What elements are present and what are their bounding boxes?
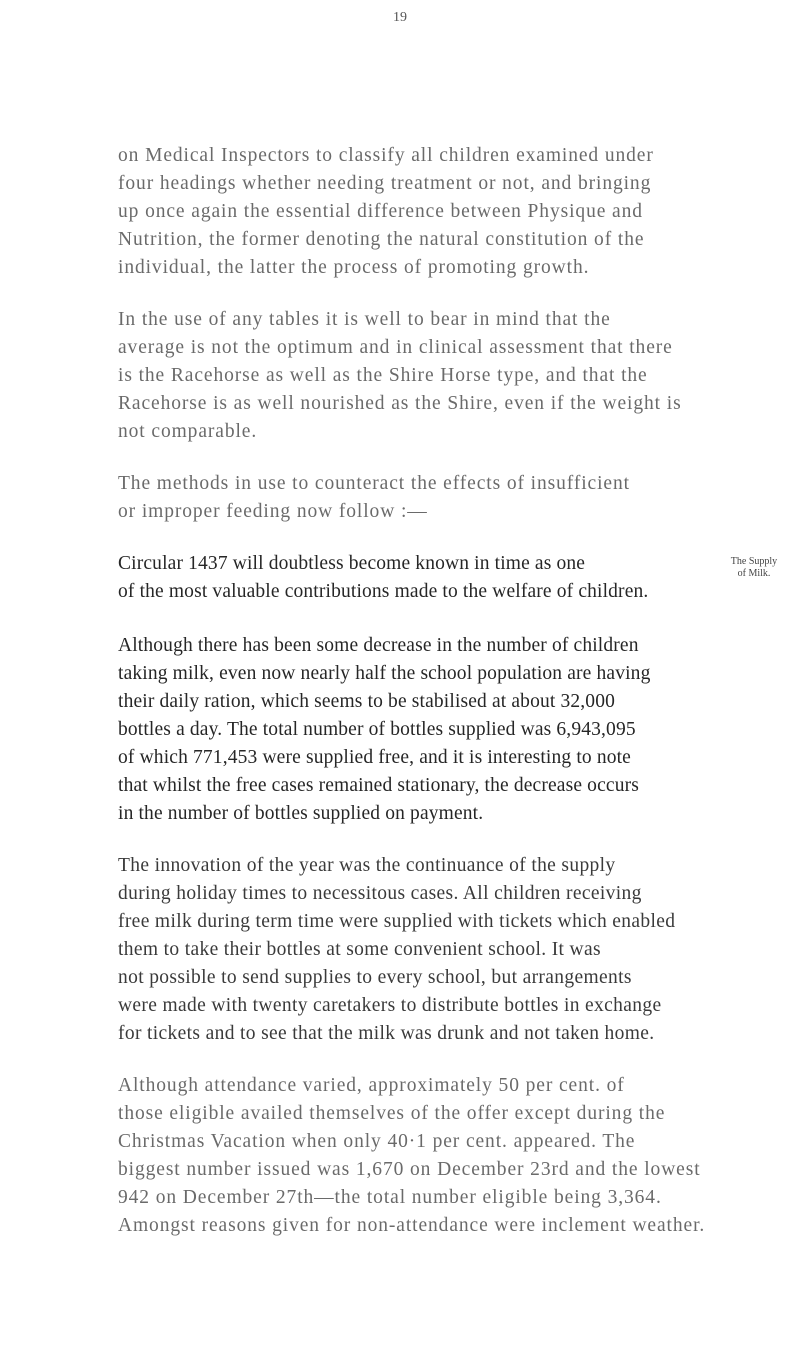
text-line: during holiday times to necessitous cases. All children receiving	[118, 883, 642, 904]
text-line: taking milk, even now nearly half the school population are having	[118, 663, 651, 684]
text-line: Amongst reasons given for non-attendance were inclement weather.	[118, 1215, 706, 1236]
text-line: of the most valuable contributions made to the welfare of children.	[118, 581, 649, 602]
text-line: Nutrition, the former denoting the natural constitution of the	[118, 229, 645, 250]
text-line: biggest number issued was 1,670 on December 23rd and the lowest	[118, 1159, 701, 1180]
text-line: free milk during term time were supplied with tickets which enabled	[118, 911, 676, 932]
text-line: or improper feeding now follow :—	[118, 501, 428, 522]
text-line: their daily ration, which seems to be stabilised at about 32,000	[118, 691, 615, 712]
text-line: Racehorse is as well nourished as the Shire, even if the weight is	[118, 393, 682, 414]
text-line: those eligible availed themselves of the offer except during the	[118, 1103, 666, 1124]
text-line: individual, the latter the process of promoting growth.	[118, 257, 590, 278]
text-line: for tickets and to see that the milk was drunk and not taken home.	[118, 1023, 655, 1044]
margin-note-line: of Milk.	[737, 568, 771, 579]
text-line: is the Racehorse as well as the Shire Horse type, and that the	[118, 365, 648, 386]
text-line: Although there has been some decrease in the number of children	[118, 635, 639, 656]
text-line: in the number of bottles supplied on payment.	[118, 803, 484, 824]
text-line: four headings whether needing treatment or not, and bringing	[118, 173, 652, 194]
page-number: 19	[393, 10, 407, 25]
text-line: bottles a day. The total number of bottles supplied was 6,943,095	[118, 719, 636, 740]
text-line: The innovation of the year was the continuance of the supply	[118, 855, 616, 876]
text-line: not comparable.	[118, 421, 258, 442]
text-line: In the use of any tables it is well to bear in mind that the	[118, 309, 611, 330]
text-line: were made with twenty caretakers to distribute bottles in exchange	[118, 995, 662, 1016]
text-line: up once again the essential difference between Physique and	[118, 201, 643, 222]
text-line: that whilst the free cases remained stationary, the decrease occurs	[118, 775, 639, 796]
text-line: not possible to send supplies to every school, but arrangements	[118, 967, 632, 988]
text-line: of which 771,453 were supplied free, and it is interesting to note	[118, 747, 631, 768]
text-line: them to take their bottles at some convenient school. It was	[118, 939, 601, 960]
text-line: Circular 1437 will doubtless become known in time as one	[118, 553, 586, 574]
text-line: average is not the optimum and in clinical assessment that there	[118, 337, 673, 358]
text-line: on Medical Inspectors to classify all children examined under	[118, 145, 654, 166]
text-line: 942 on December 27th—the total number eligible being 3,364.	[118, 1187, 662, 1208]
margin-note-line: The Supply	[730, 556, 778, 567]
margin-note	[714, 556, 794, 580]
text-line: Although attendance varied, approximately 50 per cent. of	[118, 1075, 625, 1096]
text-line: Christmas Vacation when only 40·1 per cent. appeared. The	[118, 1131, 636, 1152]
text-line: The methods in use to counteract the effects of insufficient	[118, 473, 630, 494]
